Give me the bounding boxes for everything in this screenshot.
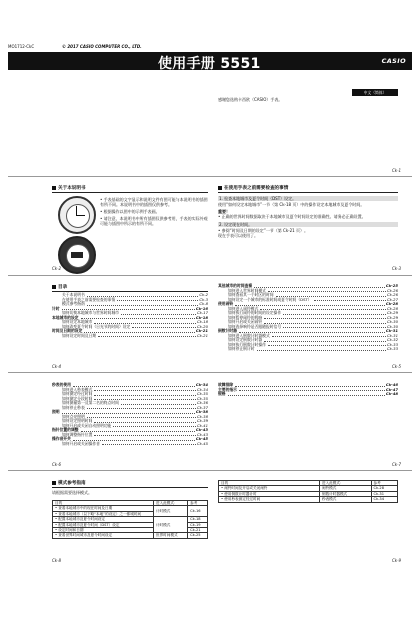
page-number: Ck-6: [52, 462, 62, 467]
square-bullet-icon: [218, 186, 222, 190]
toc-entry-page: Ck-47: [385, 386, 398, 392]
page-number: Ck-3: [392, 266, 402, 271]
check-item: • 正确的世界时间数据取决于本地城市及夏令时间设定的准确性。请务必正确设置。: [218, 214, 366, 219]
check-step-heading: 1. 检查本地城市及夏令时间（DST）设定。: [218, 196, 398, 201]
toc-entry-page: Ck-43: [195, 427, 208, 432]
table-cell: • 配置本地城市及夏令时间设定: [53, 517, 154, 522]
square-bullet-icon: [52, 285, 56, 289]
table-header: 目的: [219, 481, 320, 486]
square-bullet-icon: [52, 186, 56, 190]
toc-entry-label: 照明: [52, 409, 60, 414]
casio-logo: CASIO: [381, 57, 406, 65]
toc-leader-dots: [117, 299, 198, 301]
toc-entry-label: 计时: [52, 305, 60, 311]
table-cell: Ck-31: [371, 491, 397, 496]
divider: [8, 275, 412, 276]
toc-entry[interactable]: [218, 392, 398, 397]
about-list: [100, 197, 208, 226]
toc-entry-label: 模式参考指南: [62, 301, 85, 306]
toc-entry-label: 如何执行倒数计时操作: [228, 341, 266, 347]
toc-entry-label: 如何执行闹铃的时间的设定操作: [228, 310, 282, 315]
toc-entry-label: 指针位置的调整: [52, 427, 79, 432]
toc-entry-label: 如何调整指针位置: [62, 431, 93, 437]
toc-entry-label: 主要的指示: [218, 386, 237, 392]
toc-entry-page: Ck-28: [385, 301, 398, 306]
page-title: 使用手册 5551: [158, 56, 261, 72]
mode-ref-intro: 请根据需要选择模式。: [52, 490, 92, 495]
thanks-text: 感谢您选购卡西欧（CASIO）手表。: [218, 97, 283, 102]
toc-leader-dots: [264, 317, 386, 319]
toc-entry-page: Ck-46: [385, 382, 398, 387]
toc-leader-dots: [98, 335, 196, 337]
toc-entry-page: Ck-35: [196, 391, 208, 396]
table-header: 参考: [371, 481, 397, 486]
table-cell: • 闹铃时间及开启或关闭闹铃: [219, 486, 320, 491]
toc-leader-dots: [264, 322, 386, 324]
toc-entry-label: 如何选择响铃是否跟随报时信号: [228, 323, 282, 329]
divider: [218, 192, 398, 193]
toc-entry-page: Ck-33: [386, 346, 398, 351]
toc-entry-page: Ck-30: [386, 323, 398, 329]
toc-entry[interactable]: [52, 442, 208, 447]
toc-entry-page: Ck-32: [386, 337, 398, 342]
table-cell: 计时模式: [154, 517, 188, 533]
toc-entry-label: 如何设定时间及日期: [62, 332, 97, 338]
toc-entry-page: Ck-21: [196, 332, 208, 338]
table-header: 进入此模式：: [320, 481, 372, 486]
toc-entry-page: Ck-45: [195, 436, 208, 441]
toc-entry-page: Ck-34: [196, 386, 208, 392]
watch-illustration: [58, 236, 96, 274]
toc-entry-page: Ck-33: [386, 341, 398, 347]
toc-leader-dots: [268, 344, 386, 346]
toc-entry-label: 规格: [218, 391, 226, 396]
toc-entry-label: 如何暂停闹铃的鸣响: [228, 314, 263, 320]
section-heading-check: 在使用手表之前需要检查的事情: [218, 185, 288, 191]
check-item: 使用“如何设定本地城市”一节（第 Ck-18 页）中的操作设定本地城市及夏令时间。: [218, 202, 365, 207]
toc-entry[interactable]: [52, 334, 208, 339]
table-header: 参考: [188, 501, 208, 506]
toc-leader-dots: [94, 434, 196, 436]
toc-entry-page: Ck-17: [196, 310, 208, 315]
toc-entry-page: Ck-2: [199, 292, 208, 297]
toc-leader-dots: [84, 331, 194, 333]
page-number: Ck-4: [52, 364, 62, 369]
section-heading-toc: 目录: [52, 284, 67, 290]
toc-leader-dots: [121, 403, 196, 405]
toc-entry-page: Ck-20: [196, 323, 208, 329]
doc-code: MO1712-CkC: [8, 44, 35, 49]
mode-table-left: [52, 500, 208, 539]
toc-entry-label: 故障排除: [218, 382, 234, 387]
table-row: [53, 533, 208, 538]
toc-entry-label: 倒数计时器: [218, 328, 237, 333]
table-cell: 秒表模式: [320, 497, 372, 502]
check-item-important: 重要！: [218, 209, 230, 214]
toc-leader-dots: [268, 290, 386, 292]
toc-entry-label: 如何进入世界时间模式: [228, 287, 266, 293]
toc-entry-label: 如何测定分段时间: [62, 395, 93, 401]
mode-table-right: [218, 480, 398, 503]
toc-entry-label: 在使用手表之前需要检查的事情: [62, 296, 116, 302]
watch-illustration: [58, 196, 96, 234]
toc-leader-dots: [87, 407, 196, 409]
toc-entry-label: 如何开启或关闭操作音: [62, 440, 100, 446]
table-cell: Ck-25: [188, 533, 208, 538]
toc-entry-label: 如何设定照明时间: [62, 418, 93, 423]
toc-entry-label: 秒表的使用: [52, 382, 71, 387]
toc-entry-page: Ck-45: [196, 440, 208, 446]
toc-entry-label: 如何进入闹铃模式: [228, 305, 259, 311]
toc-entry-page: Ck-18: [196, 319, 208, 324]
divider: [52, 192, 208, 193]
square-bullet-icon: [52, 481, 56, 485]
toc-leader-dots: [94, 389, 196, 391]
toc-entry[interactable]: [218, 347, 398, 352]
toc-leader-dots: [228, 394, 385, 396]
section-heading-about: 关于本说明书: [52, 185, 86, 191]
table-cell: • 查看本地城市中的现在时间及日期: [53, 506, 154, 511]
toc-leader-dots: [121, 313, 196, 315]
toc-entry-page: Ck-43: [196, 431, 208, 437]
table-cell: Ck-18: [188, 517, 208, 522]
table-row: [219, 497, 398, 502]
table-cell: 闹铃模式: [320, 486, 372, 491]
table-cell: 倒数计时器模式: [320, 491, 372, 496]
toc-entry-label: 如何查看其一个时区的时间: [228, 292, 274, 297]
toc-leader-dots: [314, 299, 386, 301]
toc-entry-page: Ck-34: [195, 382, 208, 387]
toc-leader-dots: [132, 326, 196, 328]
table-cell: Ck-19: [188, 522, 208, 527]
toc-entry-label: 如何停止倒计时: [228, 346, 255, 351]
toc-entry-label: 如何进入倒数计时器模式: [228, 332, 270, 338]
table-cell: Ck-21: [188, 528, 208, 533]
check-step-heading: 2. 设定现在时间。: [218, 222, 398, 227]
toc-list-left: [52, 293, 208, 338]
toc-leader-dots: [283, 313, 386, 315]
toc-leader-dots: [283, 326, 386, 328]
page-number: Ck-1: [392, 168, 402, 173]
copyright: © 2017 CASIO COMPUTER CO., LTD.: [62, 44, 142, 49]
check-list: [218, 196, 398, 238]
toc-entry-label: 如何测量第一及第二名的终点时间: [62, 400, 119, 405]
toc-entry-page: Ck-3: [199, 296, 208, 302]
divider: [8, 176, 412, 177]
table-cell: Ck-34: [371, 497, 397, 502]
toc-entry-label: 本地城市的设定: [52, 314, 79, 320]
toc-leader-dots: [94, 394, 196, 396]
toc-entry-page: Ck-8: [199, 301, 208, 306]
about-item: • 手表基础的文字显示和说明文件有图可能与本说明书的插图有所不同。本说明书中的插图仅供参考。: [100, 197, 208, 207]
toc-leader-dots: [87, 416, 196, 418]
toc-entry-label: 如何开启或关闭闹铃: [228, 319, 263, 324]
divider: [52, 487, 208, 488]
toc-entry-page: Ck-41: [196, 422, 208, 428]
toc-leader-dots: [81, 317, 195, 319]
toc-leader-dots: [239, 389, 385, 391]
table-cell: Ck-28: [371, 486, 397, 491]
toc-leader-dots: [264, 340, 386, 342]
toc-list-left: [52, 383, 208, 446]
toc-entry-label: 如何设定一个城市的标准时间或夏令时间（DST）: [228, 296, 312, 302]
toc-entry-page: Ck-38: [196, 413, 208, 419]
toc-leader-dots: [235, 385, 385, 387]
toc-entry-page: Ck-35: [196, 395, 208, 401]
toc-entry-label: 时间及日期的设定: [52, 328, 83, 333]
table-cell: Ck-16: [188, 506, 208, 517]
table-header: 进入此模式：: [154, 501, 188, 506]
toc-entry-label: 如何改变夏令时间（日光节约时间）设定: [62, 323, 131, 329]
toc-entry-page: Ck-31: [385, 328, 398, 333]
about-item: • 请注意，本说明书中所有插图仅供参考用，手表的实际外观可能与插图中所示的有所不同。: [100, 216, 208, 226]
table-cell: • 查看本地城市（以下略“本地”的设定）之一都城时间: [53, 511, 154, 516]
toc-leader-dots: [81, 430, 195, 432]
toc-entry-label: 操作音开关: [52, 436, 71, 441]
toc-entry-label: 如何点亮照明: [62, 413, 85, 419]
toc-entry-page: Ck-18: [195, 314, 208, 320]
toc-leader-dots: [113, 425, 196, 427]
table-cell: 世界时间模式: [154, 533, 188, 538]
page-number: Ck-2: [52, 266, 62, 271]
toc-entry-label: 如何设定倒数计时器: [228, 337, 263, 342]
toc-entry-label: 其他城市的时间查看: [218, 283, 253, 288]
toc-entry-page: Ck-38: [195, 409, 208, 414]
toc-entry-page: Ck-25: [385, 283, 398, 288]
toc-entry-label: 如何切换本地城市与世界时间城市: [62, 310, 119, 315]
table-cell: • 使用倒数计时器计时: [219, 491, 320, 496]
table-cell: • 查看世界时间城市及夏令时间设定: [53, 533, 154, 538]
toc-leader-dots: [254, 286, 385, 288]
title-bar: [8, 52, 412, 70]
toc-leader-dots: [257, 349, 386, 351]
toc-entry-label: 如何停止秒表: [62, 404, 85, 410]
section-heading-mode-ref: 模式参考指南: [52, 480, 86, 486]
table-cell: • 设定时间和日期: [53, 528, 154, 533]
toc-leader-dots: [102, 443, 196, 445]
table-cell: 计时模式: [154, 506, 188, 517]
toc-entry-label: 如何开启或关闭自动照明功能: [62, 422, 112, 428]
language-badge: 中文（简体）: [352, 89, 398, 96]
toc-list-right: [218, 383, 398, 397]
toc-leader-dots: [272, 335, 386, 337]
toc-entry-page: Ck-28: [386, 305, 398, 311]
table-cell: • 使用秒表测定经过时间: [219, 497, 320, 502]
toc-entry-page: Ck-30: [386, 319, 398, 324]
toc-list-right: [218, 284, 398, 352]
toc-entry-page: Ck-36: [196, 400, 208, 405]
divider: [8, 372, 412, 373]
toc-entry-page: Ck-27: [386, 296, 398, 302]
toc-entry-page: Ck-29: [386, 310, 398, 315]
toc-entry-page: Ck-26: [386, 287, 398, 293]
page-number: Ck-5: [392, 364, 402, 369]
page-number: Ck-7: [392, 462, 402, 467]
toc-leader-dots: [87, 304, 199, 306]
table-cell: • 配置本地城市及夏令时间（DST）设定: [53, 522, 154, 527]
toc-entry-label: 如何进入秒表模式: [62, 386, 93, 392]
toc-entry-label: 使用闹铃: [218, 301, 234, 306]
toc-entry-label: 如何设定本地城市: [62, 319, 93, 324]
page-number: Ck-8: [52, 558, 62, 563]
toc-entry-page: Ck-37: [196, 404, 208, 410]
toc-entry-page: Ck-16: [195, 305, 208, 311]
toc-entry-label: 如何测定经过时间: [62, 391, 93, 396]
divider: [8, 470, 412, 471]
toc-entry-page: Ck-26: [386, 292, 398, 297]
check-item: • 参阅“时间及日期的设定”一节（第 Ck-21 页）。: [218, 228, 308, 233]
toc-entry-page: Ck-21: [195, 328, 208, 333]
toc-entry-page: Ck-39: [196, 418, 208, 423]
toc-entry-page: Ck-48: [385, 391, 398, 396]
page-number: Ck-9: [392, 558, 402, 563]
toc-entry-label: 关于本说明书: [62, 292, 85, 297]
table-header: 目的: [53, 501, 154, 506]
check-item: 现在手表可以使用了。: [218, 233, 258, 238]
about-item: • 根据操作以图中的示例手表画。: [100, 209, 160, 214]
toc-entry-page: Ck-31: [386, 332, 398, 338]
toc-entry-page: Ck-29: [386, 314, 398, 320]
